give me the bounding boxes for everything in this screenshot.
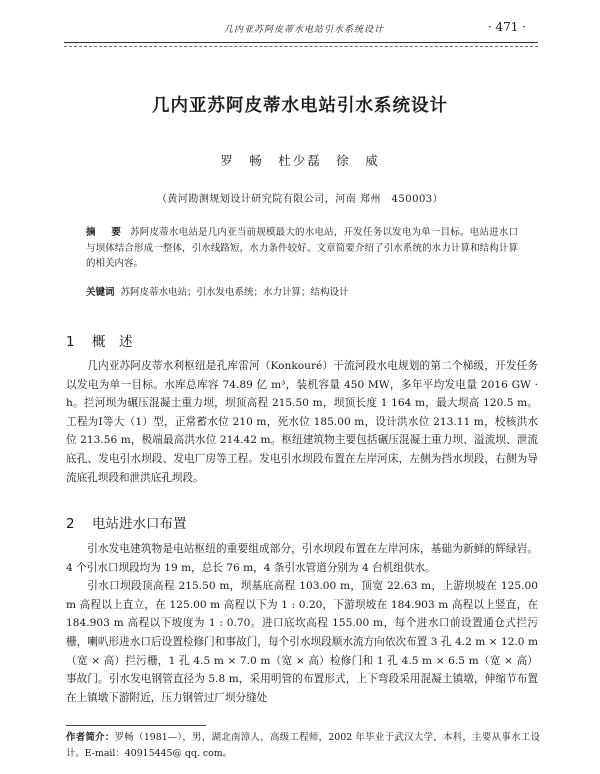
abstract-text: 苏阿皮蒂水电站是几内亚当前规模最大的水电站，开发任务以发电为单一目标。电站进水口与坝体结合形成一整体，引水线路短，水力条件较好。文章简要介绍了引水系统的水力计算和结构计算的相关内容。 <box>86 227 518 269</box>
running-header <box>0 22 600 38</box>
section-number: 2 <box>66 516 75 532</box>
footnote-rule <box>66 725 206 726</box>
paragraph: 引水发电建筑物是电站枢纽的重要组成部分，引水坝段布置在左岸河床，基础为新鲜的辉绿岩。4 个引水口坝段均为 19 m，总长 76 m，4 条引水管道分别为 4 台机组供水。 <box>66 543 538 574</box>
affiliation: （黄河勘测规划设计研究院有限公司，河南 郑州 450003） <box>156 194 444 205</box>
section-body-2 <box>66 540 538 707</box>
section-title: 概 述 <box>92 334 133 350</box>
keywords-text: 苏阿皮蒂水电站；引水发电系统；水力计算；结构设计 <box>120 287 349 298</box>
authors: 罗 畅 杜少磊 徐 威 <box>220 153 380 168</box>
section-body-1 <box>66 357 538 487</box>
abstract <box>86 225 518 272</box>
section-heading-1 <box>66 330 133 350</box>
running-title: 几内亚苏阿皮蒂水电站引水系统设计 <box>224 25 385 35</box>
section-number: 1 <box>66 334 75 350</box>
paragraph: 几内亚苏阿皮蒂水利枢纽是孔库雷河（Konkouré）干流河段水电规划的第二个梯级，开发任务以发电为单一目标。水库总库容 74.89 亿 m³，装机容量 450 MW，多年平均发电量 2016 GW · h。拦河坝为碾压混凝土重力坝，坝顶高程 215.50 m，坝顶长度 1 164 m，最大坝高 120.5 m。工程为Ⅰ等大（1）型，正常蓄水位 210 m，死水位 185.00 m，设计洪水位 213.11 m，校核洪水位 213.56 m，极端最高洪水位 214.42 m。枢纽建筑物主要包括碾压混凝土重力坝、溢流坝、泄流底孔、发电引水坝段、发电厂房等工程。发电引水坝段布置在左岸河床，左侧为挡水坝段，右侧为导流底孔坝段和泄洪底孔坝段。 <box>66 360 538 484</box>
footnote-text: 罗畅（1981—），男，湖北南漳人，高级工程师，2002 年毕业于武汉大学，本科，主要从事水工设计。E-mail：40915445@ qq. com。 <box>66 732 540 759</box>
paragraph: 引水口坝段顶高程 215.50 m，坝基底高程 103.00 m，顶宽 22.63 m，上游坝坡在 125.00 m 高程以上直立，在 125.00 m 高程以下为 1 : 0.20，下游坝坡在 184.903 m 高程以上竖直，在 184.903 m 高程以下坡度为 1 : 0.70。进口底坎高程 155.00 m，每个进水口前设置通仓式拦污栅，喇叭形进水口后设置检修门和事故门，每个引水坝段顺水流方向依次布置 3 孔 4.2 m × 12.0 m（宽 × 高）拦污栅，1 孔 4.5 m × 7.0 m（宽 × 高）检修门和 1 孔 4.5 m × 6.5 m（宽 × 高）事故门。引水发电钢管直径为 5.8 m，采用明管的布置形式，上下弯段采用混凝土镇墩，伸缩节布置在上镇墩下游附近，压力钢管过厂坝分缝处 <box>66 580 538 704</box>
paper-title: 几内亚苏阿皮蒂水电站引水系统设计 <box>152 96 448 116</box>
header-dashed-rule <box>64 46 538 47</box>
footnote-label: 作者简介： <box>66 732 115 743</box>
section-heading-2 <box>66 512 187 532</box>
header-rule <box>64 42 538 43</box>
page-number: · 471 · <box>487 20 526 34</box>
abstract-label: 摘 要 <box>86 227 125 238</box>
keywords-label: 关键词 <box>86 287 115 298</box>
section-title: 电站进水口布置 <box>92 516 187 532</box>
keywords <box>86 285 518 300</box>
author-footnote <box>66 730 540 762</box>
